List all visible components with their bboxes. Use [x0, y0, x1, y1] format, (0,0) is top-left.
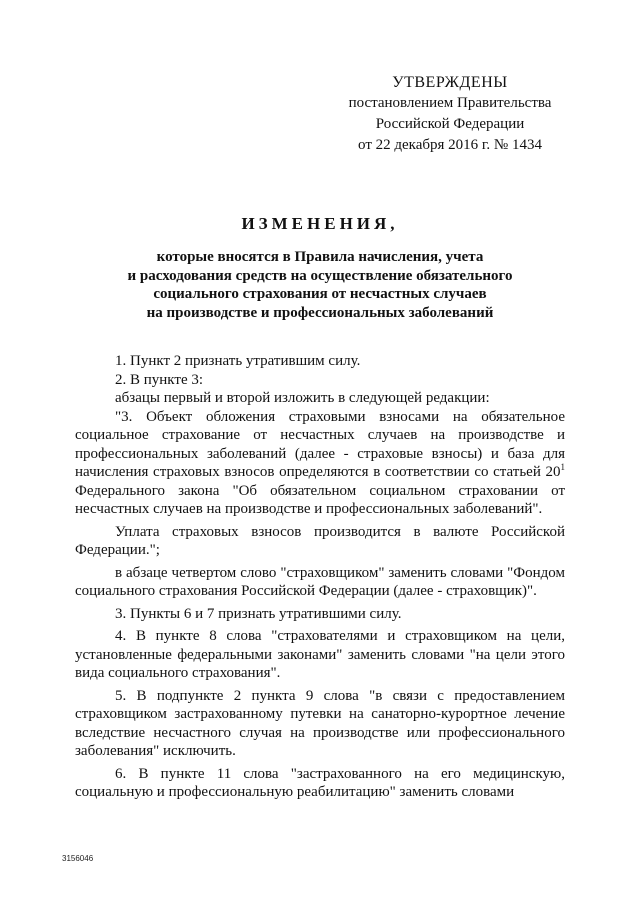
paragraph-3: абзацы первый и второй изложить в следующей редакции:: [115, 390, 490, 406]
paragraph-4-text-a: "3. Объект обложения страховыми взносами на обязательное социальное страхование от несчастных случаев на производстве и профессиональных заболеваний (далее - страховые взносы) и база для начисления страховых взносов определяются в соответствии со статьей 20: [75, 408, 565, 480]
document-title: ИЗМЕНЕНИЯ,: [241, 214, 399, 233]
approval-line-1: постановлением Правительства: [348, 95, 552, 111]
document-id: 3156046: [62, 854, 94, 863]
paragraph-7: 3. Пункты 6 и 7 признать утратившими силу.: [115, 605, 402, 622]
subtitle-line: на производстве и профессиональных заболеваний: [146, 304, 494, 321]
paragraph-9: 5. В подпункте 2 пункта 9 слова "в связи с предоставлением страховщиком застрахованному путевки на санаторно-курортное лечение вследствие несчастного случая на производстве или профессионального заболевания" исключить.: [75, 687, 565, 759]
paragraph-4-text-b: Федерального закона "Об обязательном социальном страховании от несчастных случаев на производстве и профессиональных заболеваний".: [75, 482, 565, 517]
paragraph-1: 1. Пункт 2 признать утратившим силу.: [115, 353, 361, 369]
approval-line-3: от 22 декабря 2016 г. № 1434: [358, 137, 542, 153]
document-heading: [60, 214, 580, 322]
subtitle-line: которые вносятся в Правила начисления, учета: [156, 249, 484, 265]
subtitle-line: и расходования средств на осуществление обязательного: [127, 267, 513, 284]
document-subtitle: [60, 248, 580, 322]
paragraph-10: 6. В пункте 11 слова "застрахованного на его медицинскую, социальную и профессиональную реабилитацию" заменить словами: [75, 765, 565, 800]
approval-block: [320, 72, 580, 156]
approval-line-2: Российской Федерации: [375, 116, 525, 132]
subtitle-line: социального страхования от несчастных случаев: [153, 286, 487, 302]
document-body: [75, 352, 565, 802]
approval-title: УТВЕРЖДЕНЫ: [392, 74, 508, 91]
article-superscript: 1: [560, 462, 565, 472]
paragraph-8: 4. В пункте 8 слова "страхователями и страховщиком на цели, установленные федеральными законами" заменить словами "на цели этого вида социального страхования".: [75, 628, 565, 681]
paragraph-4: [75, 408, 565, 519]
paragraph-2: 2. В пункте 3:: [115, 371, 204, 388]
paragraph-6: в абзаце четвертом слово "страховщиком" заменить словами "Фондом социального страхования Российской Федерации (далее - страховщик)".: [75, 564, 565, 599]
paragraph-5: Уплата страховых взносов производится в валюте Российской Федерации.";: [75, 523, 565, 558]
